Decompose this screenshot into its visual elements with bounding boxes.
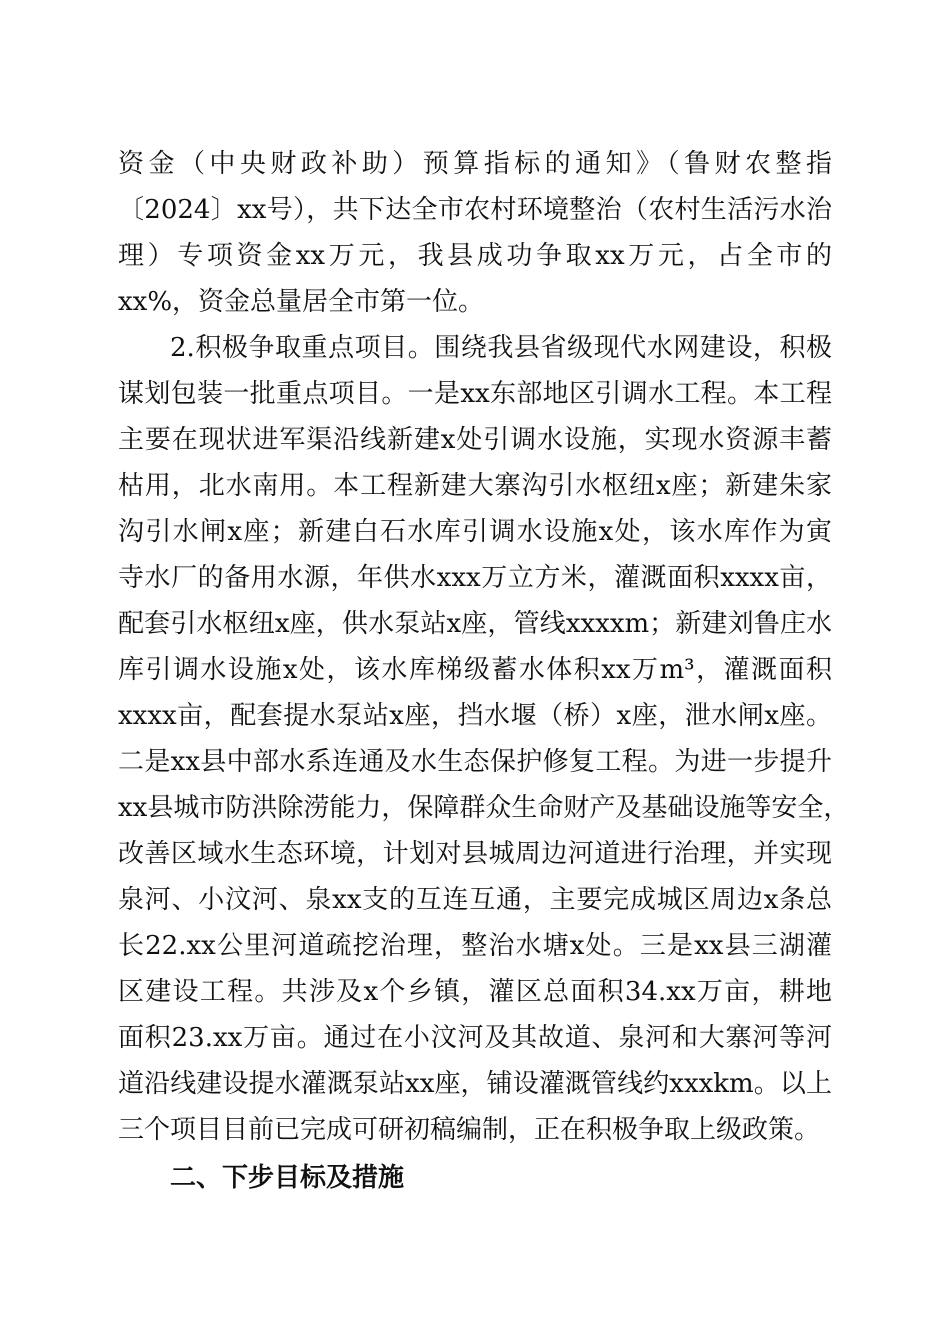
paragraph-2-line-14: 长22.xx公里河道疏挖治理，整治水塘x处。三是xx县三湖灌 [118, 931, 832, 961]
paragraph-2-line-3: 主要在现状进军渠沿线新建x处引调水设施，实现水资源丰蓄 [118, 425, 832, 455]
paragraph-2-line-2: 谋划包装一批重点项目。一是xx东部地区引调水工程。本工程 [118, 379, 832, 409]
paragraph-2-line-4: 枯用，北水南用。本工程新建大寨沟引水枢纽x座；新建朱家 [118, 471, 832, 501]
paragraph-2-line-15: 区建设工程。共涉及x个乡镇，灌区总面积34.xx万亩，耕地 [118, 977, 832, 1007]
paragraph-1-line-3: 理）专项资金xx万元，我县成功争取xx万元，占全市的 [118, 241, 832, 271]
paragraph-2-line-5: 沟引水闸x座；新建白石水库引调水设施x处，该水库作为寅 [118, 517, 832, 547]
paragraph-2-line-9: xxxx亩，配套提水泵站x座，挡水堰（桥）x座，泄水闸x座。 [118, 701, 832, 731]
paragraph-1-line-2: 〔2024〕xx号），共下达全市农村环境整治（农村生活污水治 [118, 195, 832, 225]
paragraph-2-line-10: 二是xx县中部水系连通及水生态保护修复工程。为进一步提升 [118, 747, 832, 777]
paragraph-1-line-4: xx%，资金总量居全市第一位。 [118, 287, 485, 317]
paragraph-2-line-8: 库引调水设施x处，该水库梯级蓄水体积xx万m³，灌溉面积 [118, 655, 832, 685]
paragraph-2-line-1: 2.积极争取重点项目。围绕我县省级现代水网建设，积极 [170, 333, 832, 363]
paragraph-2-line-7: 配套引水枢纽x座，供水泵站x座，管线xxxxm；新建刘鲁庄水 [118, 609, 832, 639]
paragraph-2-line-13: 泉河、小汶河、泉xx支的互连互通，主要完成城区周边x条总 [118, 885, 832, 915]
paragraph-2-line-17: 道沿线建设提水灌溉泵站xx座，铺设灌溉管线约xxxkm。以上 [118, 1069, 832, 1099]
paragraph-2-line-6: 寺水厂的备用水源，年供水xxx万立方米，灌溉面积xxxx亩， [118, 563, 832, 593]
paragraph-1-line-1: 资金（中央财政补助）预算指标的通知》（鲁财农整指 [118, 149, 832, 179]
paragraph-2-line-12: 改善区域水生态环境，计划对县城周边河道进行治理，并实现 [118, 839, 832, 869]
paragraph-2-line-11: xx县城市防洪除涝能力，保障群众生命财产及基础设施等安全， [118, 793, 850, 823]
paragraph-2-line-18: 三个项目目前已完成可研初稿编制，正在积极争取上级政策。 [118, 1115, 821, 1145]
section-heading: 二、下步目标及措施 [170, 1163, 405, 1193]
paragraph-2-line-16: 面积23.xx万亩。通过在小汶河及其故道、泉河和大寨河等河 [118, 1023, 832, 1053]
